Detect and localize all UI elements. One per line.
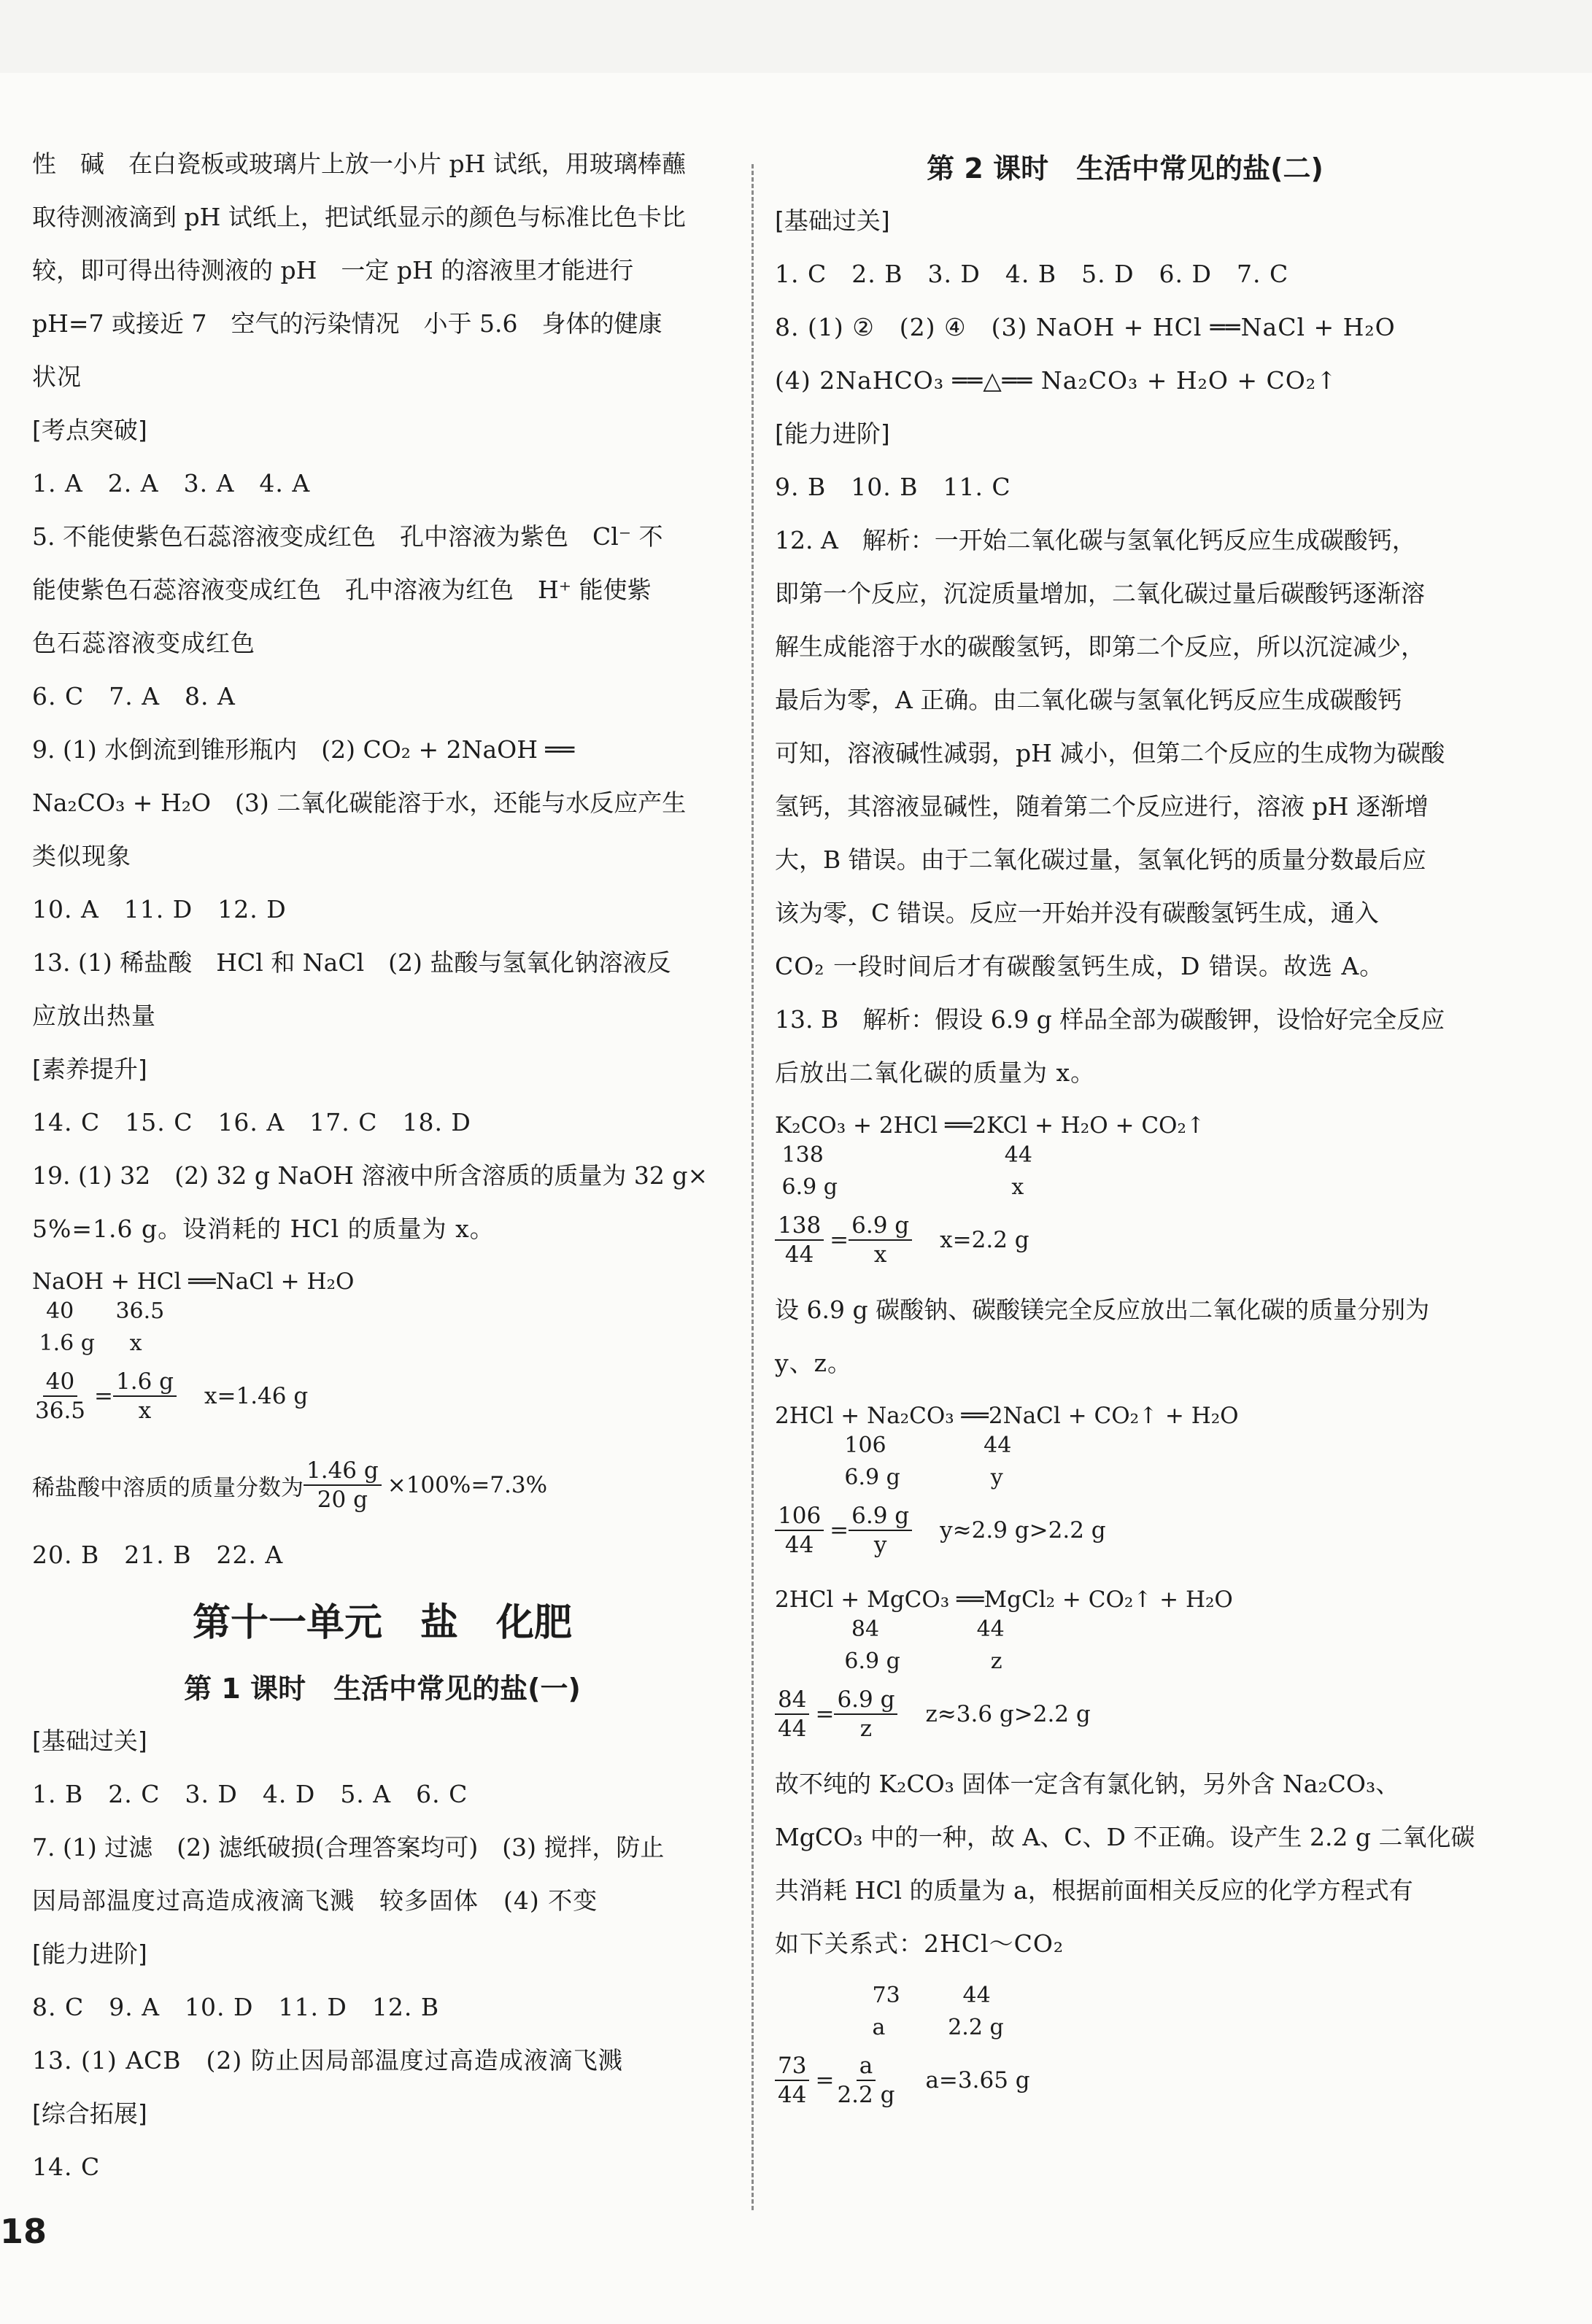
equation-mass: 40 36.5 — [32, 1298, 165, 1324]
section-label-jichu: [基础过关] — [775, 206, 890, 235]
answer-line: 14. C 15. C 16. A 17. C 18. D — [32, 1108, 471, 1136]
proportion-result: z≈3.6 g>2.2 g — [925, 1701, 1091, 1727]
text-line: 状况 — [32, 363, 82, 391]
answer-line: 20. B 21. B 22. A — [32, 1541, 284, 1569]
equation: 2HCl + MgCO₃ ══MgCl₂ + CO₂↑ + H₂O — [775, 1587, 1233, 1613]
answer-line: 12. A 解析：一开始二氧化碳与氢氧化钙反应生成碳酸钙， — [775, 526, 1416, 554]
answer-line: 1. B 2. C 3. D 4. D 5. A 6. C — [32, 1780, 468, 1808]
answer-line: 8. C 9. A 10. D 11. D 12. B — [32, 1993, 440, 2021]
answer-line: 1. A 2. A 3. A 4. A — [32, 469, 311, 497]
frac-denominator: z — [859, 1716, 873, 1742]
frac-numerator: 1.6 g — [113, 1368, 177, 1397]
section-label-kaodian: [考点突破] — [32, 416, 147, 444]
frac-numerator: 73 — [775, 2052, 809, 2081]
frac-denominator: x — [138, 1398, 152, 1424]
text-line: 共消耗 HCl 的质量为 a，根据前面相关反应的化学方程式有 — [775, 1876, 1413, 1905]
answer-line: 5%=1.6 g。设消耗的 HCl 的质量为 x。 — [32, 1215, 495, 1243]
text-line: MgCO₃ 中的一种，故 A、C、D 不正确。设产生 2.2 g 二氧化碳 — [775, 1823, 1475, 1851]
frac-denominator: 2.2 g — [837, 2082, 895, 2108]
proportion: $\frac{73}{44}$ = $\frac{a}{2.2 g}$ a=3.65 g — [775, 2047, 1475, 2114]
frac-numerator: 138 — [775, 1212, 824, 1241]
answer-line: 色石蕊溶液变成红色 — [32, 629, 255, 657]
answer-line: 氢钙，其溶液显碱性，随着第二个反应进行，溶液 pH 逐渐增 — [775, 792, 1429, 821]
answer-line: 9. (1) 水倒流到锥形瓶内 (2) CO₂ + 2NaOH ══ — [32, 735, 575, 764]
percent-label: 稀盐酸中溶质的质量分数为 — [32, 1474, 304, 1501]
proportion: $\frac{106}{44}$ = $\frac{6.9 g}{y}$ y≈2.9 g>2.2 g — [775, 1497, 1475, 1564]
frac-denominator: 44 — [778, 2082, 807, 2108]
answer-line: 类似现象 — [32, 842, 131, 870]
answer-line: 9. B 10. B 11. C — [775, 473, 1011, 501]
answer-line: 因局部温度过高造成液滴飞溅 较多固体 (4) 不变 — [32, 1886, 598, 1915]
section-label-nengli: [能力进阶] — [32, 1940, 147, 1968]
relation-given: a 2.2 g — [775, 2015, 1004, 2040]
text-line: 较，即可得出待测液的 pH 一定 pH 的溶液里才能进行 — [32, 256, 634, 284]
section-label-jichu: [基础过关] — [32, 1727, 147, 1755]
answer-line: Na₂CO₃ + H₂O (3) 二氧化碳能溶于水，还能与水反应产生 — [32, 789, 687, 817]
answer-line: 5. 不能使紫色石蕊溶液变成红色 孔中溶液为紫色 Cl⁻ 不 — [32, 522, 663, 551]
frac-numerator: 84 — [775, 1686, 809, 1715]
equation-given: 6.9 g y — [775, 1465, 1003, 1490]
frac-denominator: 44 — [784, 1532, 814, 1558]
equation: NaOH + HCl ══NaCl + H₂O — [32, 1268, 355, 1295]
answer-line: 即第一个反应，沉淀质量增加，二氧化碳过量后碳酸钙逐渐溶 — [775, 579, 1425, 608]
proportion-result: x=2.2 g — [940, 1227, 1029, 1253]
answer-line: 13. (1) ACB (2) 防止因局部温度过高造成液滴飞溅 — [32, 2046, 623, 2075]
equation-given: 6.9 g x — [775, 1174, 1024, 1200]
answer-line: 13. (1) 稀盐酸 HCl 和 NaCl (2) 盐酸与氢氧化钠溶液反 — [32, 948, 671, 977]
frac-denominator: 44 — [778, 1716, 807, 1742]
text-line: 如下关系式：2HCl～CO₂ — [775, 1929, 1064, 1958]
lesson-title: 第 2 课时 生活中常见的盐(二) — [927, 152, 1324, 185]
answer-line: 后放出二氧化碳的质量为 x。 — [775, 1058, 1096, 1087]
proportion: $\frac{84}{44}$ = $\frac{6.9 g}{z}$ z≈3.6 g>2.2 g — [775, 1681, 1475, 1748]
answer-line: 解生成能溶于水的碳酸氢钙，即第二个反应，所以沉淀减少， — [775, 632, 1425, 661]
answer-line: 1. C 2. B 3. D 4. B 5. D 6. D 7. C — [775, 260, 1289, 288]
text-line: 取待测液滴到 pH 试纸上，把试纸显示的颜色与标准比色卡比 — [32, 203, 686, 231]
answer-line: 19. (1) 32 (2) 32 g NaOH 溶液中所含溶质的质量为 32 g× — [32, 1161, 708, 1190]
right-column — [775, 150, 1475, 2136]
frac-numerator: 6.9 g — [849, 1502, 912, 1531]
proportion: $\frac{40}{36.5}$ = $\frac{1.6 g}{x}$ x=1.46 g — [32, 1363, 733, 1430]
section-label-suyang: [素养提升] — [32, 1055, 147, 1083]
frac-denominator: 20 g — [317, 1487, 368, 1513]
relation-mass: 73 44 — [775, 1983, 991, 2008]
answer-line: (4) 2NaHCO₃ ══△══ Na₂CO₃ + H₂O + CO₂↑ — [775, 366, 1337, 395]
answer-line: 6. C 7. A 8. A — [32, 682, 236, 710]
text-line: 故不纯的 K₂CO₃ 固体一定含有氯化钠，另外含 Na₂CO₃、 — [775, 1770, 1400, 1798]
frac-numerator: 106 — [775, 1502, 824, 1531]
frac-denominator: y — [873, 1532, 887, 1558]
section-label-zonghe: [综合拓展] — [32, 2099, 147, 2128]
column-divider — [751, 164, 754, 2210]
text-line: y、z。 — [775, 1349, 853, 1377]
frac-numerator: 40 — [43, 1368, 77, 1397]
answer-line: 8. (1) ② (2) ④ (3) NaOH + HCl ══NaCl + H₂O — [775, 313, 1396, 341]
frac-numerator: 6.9 g — [834, 1686, 897, 1715]
frac-denominator: 36.5 — [35, 1398, 86, 1424]
frac-denominator: 44 — [784, 1242, 814, 1268]
answer-line: CO₂ 一段时间后才有碳酸氢钙生成，D 错误。故选 A。 — [775, 952, 1385, 980]
unit-title: 第十一单元 盐 化肥 — [192, 1601, 572, 1645]
proportion-result: x=1.46 g — [204, 1383, 309, 1409]
answer-line: 最后为零，A 正确。由二氧化碳与氢氧化钙反应生成碳酸钙 — [775, 686, 1402, 714]
answer-line: 该为零，C 错误。反应一开始并没有碳酸氢钙生成，通入 — [775, 899, 1379, 927]
frac-numerator: 6.9 g — [849, 1212, 912, 1241]
answer-line: 13. B 解析：假设 6.9 g 样品全部为碳酸钾，设恰好完全反应 — [775, 1005, 1445, 1034]
equation-mass: 84 44 — [775, 1616, 1005, 1642]
proportion-result: y≈2.9 g>2.2 g — [940, 1517, 1106, 1543]
answer-line: 能使紫色石蕊溶液变成红色 孔中溶液为红色 H⁺ 能使紫 — [32, 576, 652, 604]
frac-denominator: x — [873, 1242, 887, 1268]
answer-line: 7. (1) 过滤 (2) 滤纸破损(合理答案均可) (3) 搅拌，防止 — [32, 1833, 665, 1862]
equation-mass: 138 44 — [775, 1142, 1032, 1168]
answer-line: 应放出热量 — [32, 1002, 156, 1030]
equation-given: 1.6 g x — [32, 1331, 142, 1356]
percent-calc — [32, 1452, 733, 1519]
text-line: pH=7 或接近 7 空气的污染情况 小于 5.6 身体的健康 — [32, 309, 662, 338]
frac-numerator: a — [857, 2052, 876, 2081]
percent-result: ×100%=7.3% — [387, 1472, 548, 1498]
text-line: 设 6.9 g 碳酸钠、碳酸镁完全反应放出二氧化碳的质量分别为 — [775, 1295, 1430, 1324]
answer-line: 大，B 错误。由于二氧化碳过量，氢氧化钙的质量分数最后应 — [775, 845, 1426, 874]
answer-line: 14. C — [32, 2153, 101, 2181]
proportion-result: a=3.65 g — [925, 2067, 1030, 2093]
section-label-nengli: [能力进阶] — [775, 419, 890, 448]
left-column — [32, 150, 733, 2206]
answer-line: 可知，溶液碱性减弱，pH 减小，但第二个反应的生成物为碳酸 — [775, 739, 1445, 767]
equation-given: 6.9 g z — [775, 1649, 1002, 1674]
page-number: 18 — [0, 2212, 47, 2251]
lesson-title: 第 1 课时 生活中常见的盐(一) — [184, 1673, 581, 1705]
equation-mass: 106 44 — [775, 1433, 1012, 1458]
answer-line: 10. A 11. D 12. D — [32, 895, 287, 923]
equation: 2HCl + Na₂CO₃ ══2NaCl + CO₂↑ + H₂O — [775, 1403, 1239, 1429]
equation: K₂CO₃ + 2HCl ══2KCl + H₂O + CO₂↑ — [775, 1112, 1205, 1139]
proportion: $\frac{138}{44}$ = $\frac{6.9 g}{x}$ x=2.2 g — [775, 1206, 1475, 1274]
text-line: 性 碱 在白瓷板或玻璃片上放一小片 pH 试纸，用玻璃棒蘸 — [32, 150, 686, 178]
top-scan-band — [0, 0, 1592, 73]
frac-numerator: 1.46 g — [304, 1457, 382, 1486]
